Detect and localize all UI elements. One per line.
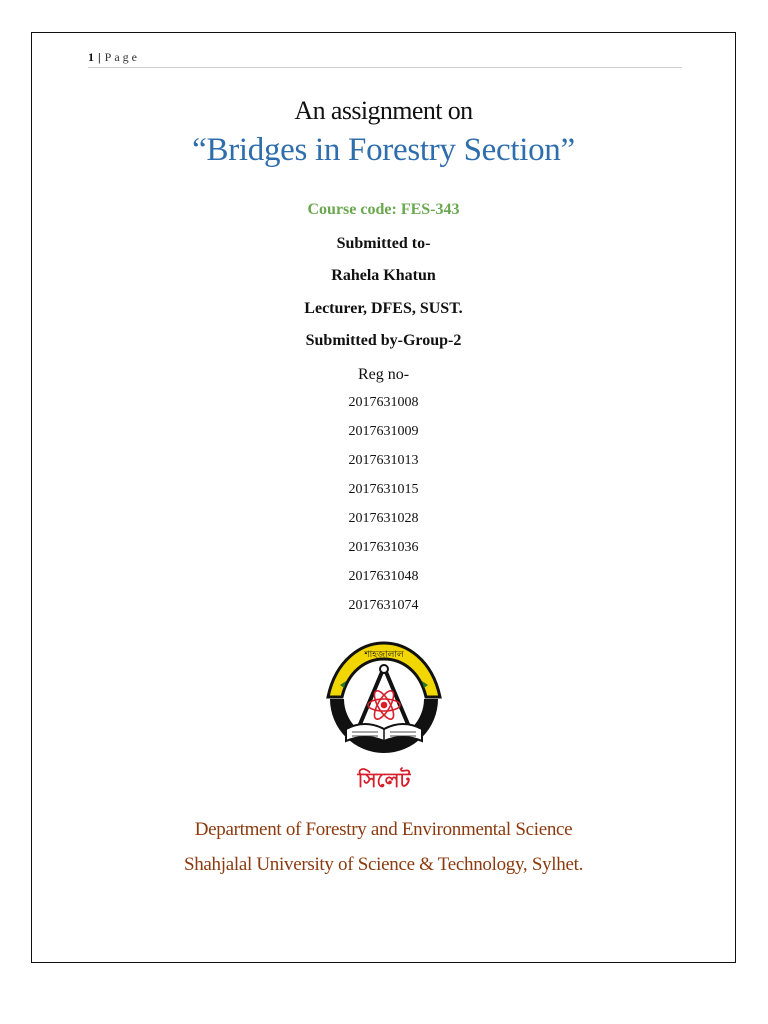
university-logo	[322, 637, 446, 793]
page-word: Page	[104, 50, 140, 64]
page-number: 1	[88, 50, 94, 64]
compass-icon	[358, 665, 410, 729]
reg-number: 2017631015	[348, 482, 419, 497]
reg-number: 2017631013	[348, 453, 419, 468]
page-header	[88, 49, 682, 68]
course-code: Course code: FES-343	[307, 201, 460, 218]
reg-number-list	[32, 394, 735, 626]
logo-bottom-text: সিলেট	[357, 768, 411, 792]
department-name: Department of Forestry and Environmental Science	[194, 819, 573, 840]
reg-number: 2017631074	[348, 598, 419, 613]
reg-number: 2017631009	[348, 424, 419, 439]
reg-number: 2017631048	[348, 569, 419, 584]
page-separator: |	[98, 50, 101, 64]
submitted-to-label: Submitted to-	[336, 235, 431, 252]
document-page	[31, 32, 736, 963]
university-name: Shahjalal University of Science & Technology, Sylhet.	[183, 854, 584, 875]
reg-label: Reg no-	[357, 366, 410, 383]
teacher-name: Rahela Khatun	[331, 267, 436, 284]
book-icon	[346, 724, 422, 741]
reg-number: 2017631036	[348, 540, 419, 555]
reg-number: 2017631028	[348, 511, 419, 526]
logo-ring-text: বিজ্ঞান ও প্রযুক্তি বিশ্ববিদ্যালয়	[343, 741, 425, 770]
reg-number: 2017631008	[348, 395, 419, 410]
assignment-title: “Bridges in Forestry Section”	[192, 132, 575, 168]
teacher-designation: Lecturer, DFES, SUST.	[304, 300, 463, 317]
submitted-by: Submitted by-Group-2	[305, 332, 462, 349]
logo-top-text: শাহজালাল	[364, 650, 404, 660]
intro-line: An assignment on	[294, 96, 473, 125]
